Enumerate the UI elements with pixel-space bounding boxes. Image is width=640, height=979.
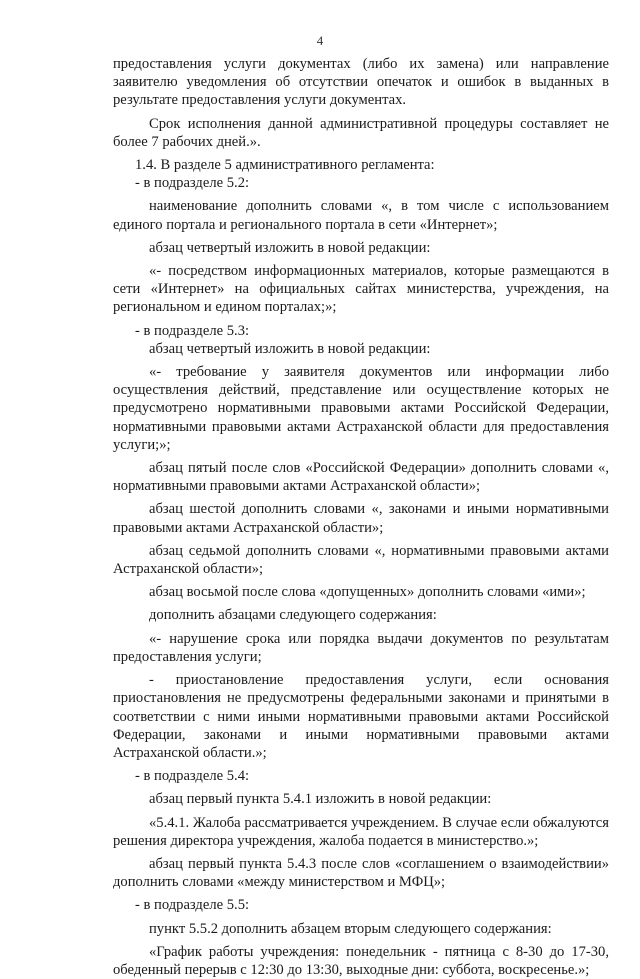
paragraph: - в подразделе 5.4:	[135, 768, 250, 785]
paragraph: - приостановление предоставления услуги, если основания приостановления не предусмотрены федеральными законами и принятыми в соответствии с ними иными нормативными правовыми актами Российской Федерации, законами и иными нормативными правовыми актами Астраханской области.»;	[113, 672, 609, 761]
paragraph: абзац пятый после слов «Российской Федерации» дополнить словами «, нормативными правовыми актами Астраханской области»;	[113, 460, 609, 495]
page-number: 4	[316, 33, 324, 48]
paragraph: абзац первый пункта 5.4.1 изложить в новой редакции:	[149, 791, 492, 808]
paragraph: 1.4. В разделе 5 административного регламента:	[135, 157, 435, 174]
document-body	[113, 55, 609, 979]
paragraph: абзац седьмой дополнить словами «, нормативными правовыми актами Астраханской области»;	[113, 542, 609, 578]
paragraph: абзац восьмой после слова «допущенных» дополнить словами «ими»;	[149, 584, 586, 601]
paragraph: пункт 5.5.2 дополнить абзацем вторым следующего содержания:	[149, 920, 552, 937]
paragraph: «График работы учреждения: понедельник - пятница с 8-30 до 17-30, обеденный перерыв с 12:30 до 13:30, выходные дни: суббота, воскресенье.»;	[113, 943, 609, 978]
paragraph: «- посредством информационных материалов, которые размещаются в сети «Интернет» на официальных сайтах министерства, учреждения, на региональном и едином порталах;»;	[113, 263, 609, 316]
paragraph: предоставления услуги документах (либо их замена) или направление заявителю уведомления об отсутствии опечаток и ошибок в выданных в результате предоставления услуги документах.	[113, 56, 609, 109]
paragraph: - в подразделе 5.5:	[135, 897, 250, 914]
paragraph: - в подразделе 5.3:	[135, 322, 250, 339]
paragraph: Срок исполнения данной административной процедуры составляет не более 7 рабочих дней.».	[113, 115, 609, 150]
paragraph: абзац шестой дополнить словами «, законами и иными нормативными правовыми актами Астраханской области»;	[113, 501, 609, 536]
paragraph: наименование дополнить словами «, в том числе с использованием единого портала и регионального портала в сети «Интернет»;	[113, 198, 609, 233]
paragraph: «- требование у заявителя документов или информации либо осуществления действий, представление или осуществление которых не предусмотрено нормативными правовыми актами Российской Федерации, нормативными правовыми актами Астраханской области для предоставления услуги;»;	[113, 364, 609, 453]
paragraph: дополнить абзацами следующего содержания:	[149, 607, 437, 624]
paragraph: абзац четвертый изложить в новой редакции:	[149, 239, 431, 256]
paragraph: «- нарушение срока или порядка выдачи документов по результатам предоставления услуги;	[113, 630, 609, 665]
paragraph: абзац четвертый изложить в новой редакции:	[149, 340, 431, 357]
paragraph: «5.4.1. Жалоба рассматривается учреждением. В случае если обжалуются решения директора учреждения, жалоба подается в министерство.»;	[113, 814, 609, 849]
paragraph: - в подразделе 5.2:	[135, 175, 250, 192]
paragraph: абзац первый пункта 5.4.3 после слов «соглашением о взаимодействии» дополнить словами «между министерством и МФЦ»;	[113, 855, 609, 891]
